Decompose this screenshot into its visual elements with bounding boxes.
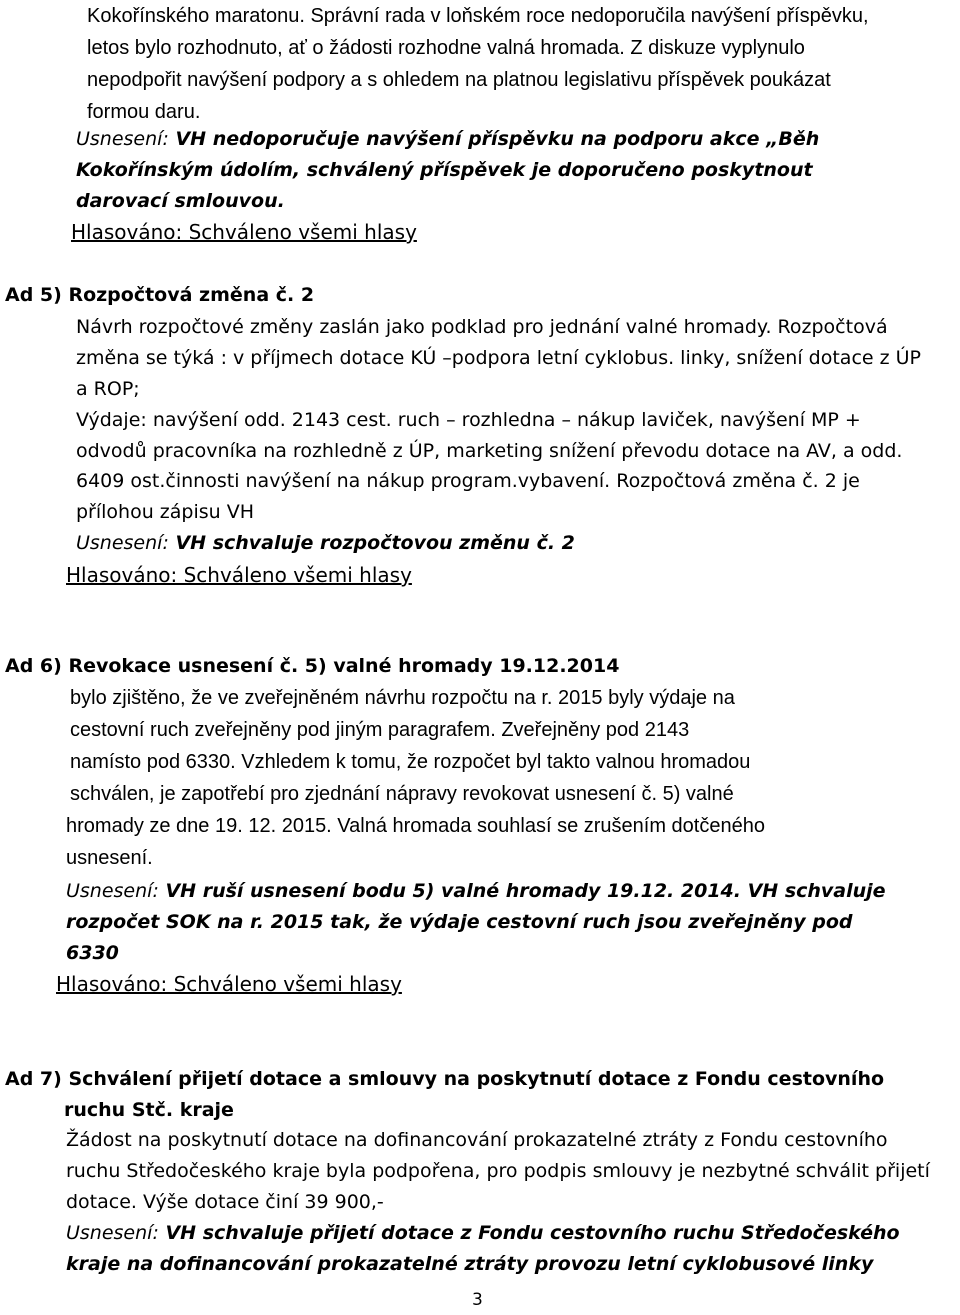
resolution-line: Kokořínským údolím, schválený příspěvek je doporučeno poskytnout [76, 159, 813, 181]
resolution-line: Usnesení: VH ruší usnesení bodu 5) valné hromady 19.12. 2014. VH schvaluje [66, 880, 886, 902]
body-line: ruchu Středočeského kraje byla podpořena, pro podpis smlouvy je nezbytné schválit přijetí [66, 1160, 930, 1182]
body-line: přílohou zápisu VH [76, 501, 255, 523]
resolution-line: Usnesení: VH nedoporučuje navýšení příspěvku na podporu akce „Běh [76, 128, 820, 150]
body-line: Návrh rozpočtové změny zaslán jako podklad pro jednání valné hromady. Rozpočtová [76, 316, 888, 338]
resolution-line: kraje na dofinancování prokazatelné ztráty provozu letní cyklobusové linky [66, 1253, 874, 1275]
body-line: cestovní ruch zveřejněny pod jiným paragrafem. Zveřejněny pod 2143 [70, 719, 690, 741]
resolution-label: Usnesení: [66, 1222, 159, 1244]
section-heading-ad7: Ad 7) Schválení přijetí dotace a smlouvy na poskytnutí dotace z Fondu cestovního [5, 1068, 885, 1090]
body-line: a ROP; [76, 378, 140, 400]
resolution-line: Usnesení: VH schvaluje rozpočtovou změnu č. 2 [76, 532, 575, 554]
resolution-line: rozpočet SOK na r. 2015 tak, že výdaje cestovní ruch jsou zveřejněny pod [66, 911, 853, 933]
resolution-label: Usnesení: [76, 128, 169, 150]
vote-result: Hlasováno: Schváleno všemi hlasy [56, 972, 402, 996]
body-line: 6409 ost.činnosti navýšení na nákup program.vybavení. Rozpočtová změna č. 2 je [76, 470, 860, 492]
body-line: Žádost na poskytnutí dotace na dofinancování prokazatelné ztráty z Fondu cestovního [66, 1129, 888, 1151]
page-number: 3 [472, 1290, 483, 1310]
body-line: dotace. Výše dotace činí 39 900,- [66, 1191, 384, 1213]
body-line: namísto pod 6330. Vzhledem k tomu, že rozpočet byl takto valnou hromadou [70, 751, 751, 773]
body-line: změna se týká : v příjmech dotace KÚ –podpora letní cyklobus. linky, snížení dotace z ÚP [76, 347, 921, 369]
intro-line: letos bylo rozhodnuto, ať o žádosti rozhodne valná hromada. Z diskuze vyplynulo [87, 37, 805, 59]
vote-result: Hlasováno: Schváleno všemi hlasy [71, 220, 417, 244]
intro-line: formou daru. [87, 101, 201, 123]
intro-line: nepodpořit navýšení podpory a s ohledem na platnou legislativu příspěvek poukázat [87, 69, 831, 91]
vote-result: Hlasováno: Schváleno všemi hlasy [66, 563, 412, 587]
section-heading-ad6: Ad 6) Revokace usnesení č. 5) valné hromady 19.12.2014 [5, 655, 620, 677]
resolution-line: 6330 [66, 942, 119, 964]
section-heading-ad7-cont: ruchu Stč. kraje [64, 1099, 234, 1121]
body-line: schválen, je zapotřebí pro zjednání nápravy revokovat usnesení č. 5) valné [70, 783, 734, 805]
body-line: hromady ze dne 19. 12. 2015. Valná hromada souhlasí se zrušením dotčeného [66, 815, 765, 837]
body-line: Výdaje: navýšení odd. 2143 cest. ruch – rozhledna – nákup laviček, navýšení MP + [76, 409, 861, 431]
intro-line: Kokořínského maratonu. Správní rada v loňském roce nedoporučila navýšení příspěvku, [87, 5, 869, 27]
resolution-label: Usnesení: [66, 880, 159, 902]
resolution-line: Usnesení: VH schvaluje přijetí dotace z Fondu cestovního ruchu Středočeského [66, 1222, 900, 1244]
resolution-label: Usnesení: [76, 532, 169, 554]
body-line: odvodů pracovníka na rozhledně z ÚP, marketing snížení převodu dotace na AV, a odd. [76, 440, 903, 462]
resolution-line: darovací smlouvou. [76, 190, 285, 212]
body-line: usnesení. [66, 847, 153, 869]
body-line: bylo zjištěno, že ve zveřejněném návrhu rozpočtu na r. 2015 byly výdaje na [70, 687, 735, 709]
section-heading-ad5: Ad 5) Rozpočtová změna č. 2 [5, 284, 315, 306]
